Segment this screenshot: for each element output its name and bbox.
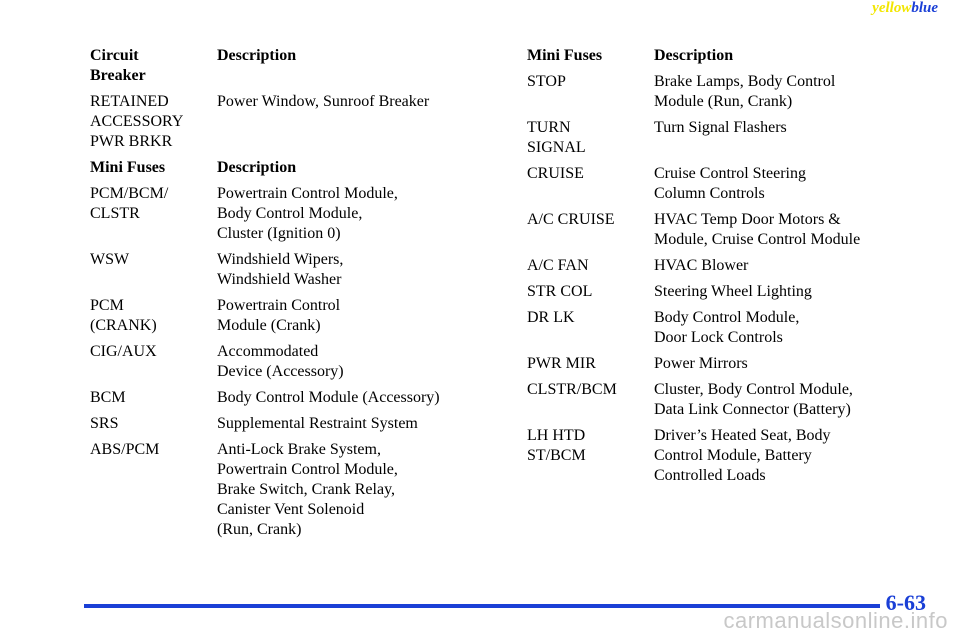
table-row (527, 164, 947, 204)
fuse-description: Supplemental Restraint System (217, 415, 418, 432)
fuse-label: LH HTD ST/BCM (527, 427, 586, 464)
fuse-description: HVAC Blower (654, 257, 749, 274)
brand-yellow: yellow (872, 0, 912, 16)
table-row (90, 388, 480, 408)
table-row (90, 440, 480, 540)
fuse-label: WSW (90, 251, 130, 268)
fuse-label: CLSTR/BCM (527, 381, 617, 398)
table-row (90, 342, 480, 382)
left-column (90, 46, 480, 546)
fuse-description: Power Mirrors (654, 355, 748, 372)
brand-blue: blue (911, 0, 938, 16)
table-row (527, 210, 947, 250)
table-row (527, 118, 947, 158)
header-description: Description (217, 159, 297, 176)
table-header (90, 46, 480, 86)
table-header (90, 158, 480, 178)
fuse-description: Cluster, Body Control Module, Data Link Connector (Battery) (654, 381, 853, 418)
fuse-label: PCM (CRANK) (90, 297, 157, 334)
fuse-label: STR COL (527, 283, 593, 300)
page-number: 6-63 (885, 590, 926, 615)
fuse-label: TURN SIGNAL (527, 119, 586, 156)
table-row (527, 282, 947, 302)
fuse-description: Body Control Module, Door Lock Controls (654, 309, 800, 346)
table-row (527, 380, 947, 420)
fuse-description: Power Window, Sunroof Breaker (217, 93, 430, 110)
fuse-description: Brake Lamps, Body Control Module (Run, Crank) (654, 73, 836, 110)
right-column (527, 46, 947, 492)
fuse-label: PCM/BCM/ CLSTR (90, 185, 169, 222)
fuse-description: Windshield Wipers, Windshield Washer (217, 251, 344, 288)
fuse-label: CRUISE (527, 165, 584, 182)
table-row (527, 72, 947, 112)
fuse-description: HVAC Temp Door Motors & Module, Cruise Control Module (654, 211, 861, 248)
fuse-description: Anti-Lock Brake System, Powertrain Control Module, Brake Switch, Crank Relay, Canister Vent Solenoid (Run, Crank) (217, 441, 398, 538)
header-description: Description (654, 47, 734, 64)
brand-mark (872, 0, 938, 17)
fuse-label: A/C CRUISE (527, 211, 615, 228)
table-row (527, 256, 947, 276)
fuse-label: PWR MIR (527, 355, 596, 372)
fuse-label: STOP (527, 73, 566, 90)
fuse-label: SRS (90, 415, 119, 432)
fuse-description: Driver’s Heated Seat, Body Control Module, Battery Controlled Loads (654, 427, 831, 484)
fuse-description: Accommodated Device (Accessory) (217, 343, 344, 380)
fuse-label: RETAINED ACCESSORY PWR BRKR (90, 93, 184, 150)
table-row (90, 184, 480, 244)
header-mini-fuses: Mini Fuses (527, 47, 603, 64)
table-row (527, 308, 947, 348)
table-row (90, 92, 480, 152)
table-row (527, 426, 947, 486)
fuse-description: Powertrain Control Module, Body Control Module, Cluster (Ignition 0) (217, 185, 398, 242)
fuse-label: A/C FAN (527, 257, 589, 274)
table-row (90, 414, 480, 434)
table-row (90, 250, 480, 290)
table-header (527, 46, 947, 66)
header-mini-fuses: Mini Fuses (90, 159, 166, 176)
watermark: carmanualsonline.info (723, 608, 948, 633)
fuse-description: Turn Signal Flashers (654, 119, 787, 136)
fuse-label: CIG/AUX (90, 343, 157, 360)
fuse-label: BCM (90, 389, 126, 406)
fuse-description: Body Control Module (Accessory) (217, 389, 440, 406)
fuse-description: Cruise Control Steering Column Controls (654, 165, 806, 202)
fuse-label: DR LK (527, 309, 575, 326)
fuse-description: Powertrain Control Module (Crank) (217, 297, 341, 334)
table-row (90, 296, 480, 336)
fuse-label: ABS/PCM (90, 441, 160, 458)
table-row (527, 354, 947, 374)
fuse-description: Steering Wheel Lighting (654, 283, 812, 300)
header-circuit-breaker: Circuit Breaker (90, 47, 146, 84)
header-description: Description (217, 47, 297, 64)
